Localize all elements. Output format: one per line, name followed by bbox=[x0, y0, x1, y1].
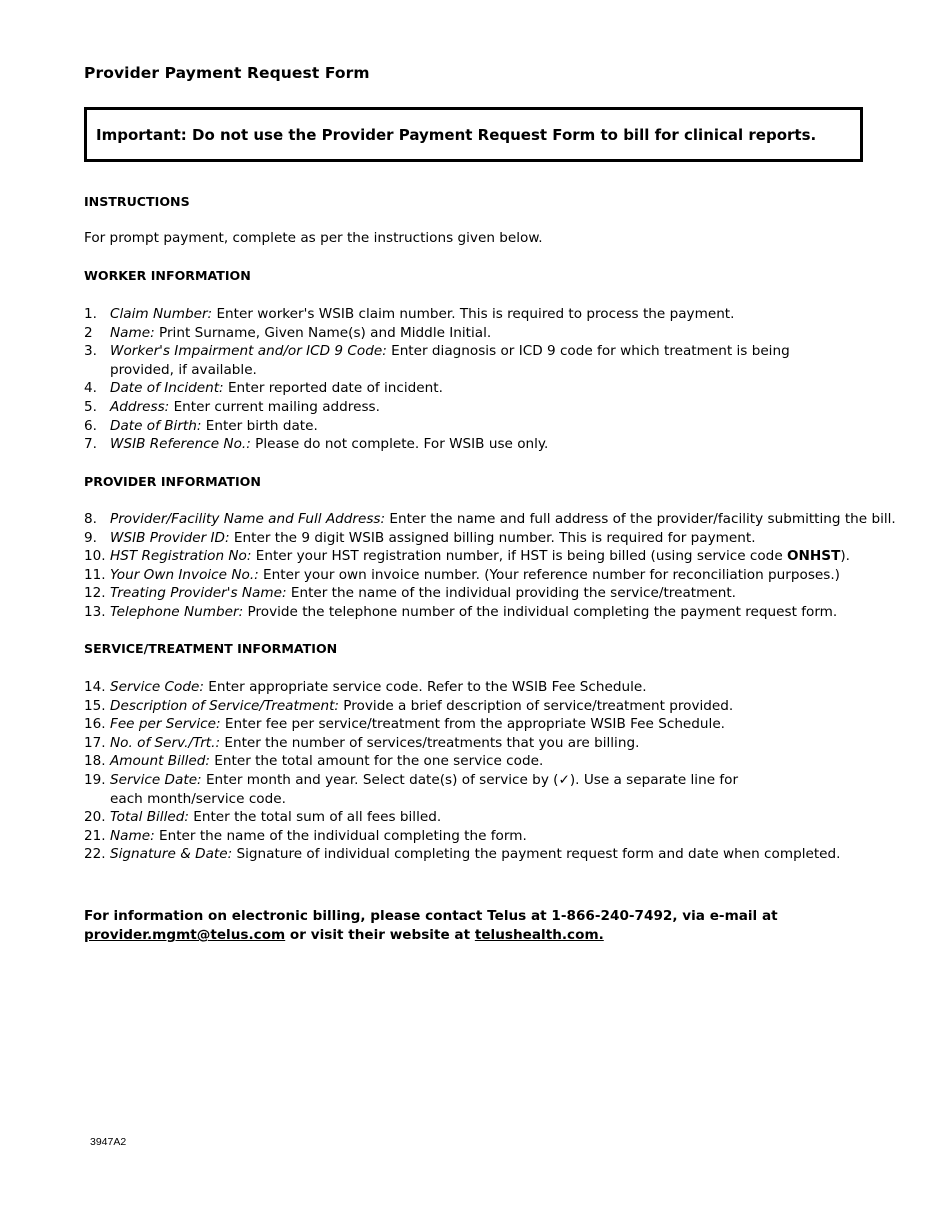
list-item: 15. Description of Service/Treatment: Provide a brief description of service/treatment provided. bbox=[84, 697, 734, 714]
worker-information-heading: WORKER INFORMATION bbox=[84, 268, 251, 283]
service-information-heading: SERVICE/TREATMENT INFORMATION bbox=[84, 641, 338, 656]
list-item: 22. Signature & Date: Signature of individual completing the payment request form and date when completed. bbox=[84, 846, 841, 863]
list-item: 10. HST Registration No: Enter your HST registration number, if HST is being billed (using service code ONHST). bbox=[84, 548, 850, 565]
list-item: 1. Claim Number: Enter worker's WSIB claim number. This is required to process the payment. bbox=[84, 306, 735, 322]
list-item: 18. Amount Billed: Enter the total amount for the one service code. bbox=[84, 753, 544, 770]
list-item: 17. No. of Serv./Trt.: Enter the number of services/treatments that you are billing. bbox=[84, 734, 640, 751]
electronic-billing-contact: For information on electronic billing, please contact Telus at 1-866-240-7492, via e-mail at provider.mgmt@telus.com or visit their website at telushealth.com. bbox=[84, 908, 778, 943]
provider-information-heading: PROVIDER INFORMATION bbox=[84, 474, 261, 489]
list-item: 9. WSIB Provider ID: Enter the 9 digit WSIB assigned billing number. This is required for payment. bbox=[84, 529, 756, 546]
list-item: 20. Total Billed: Enter the total sum of all fees billed. bbox=[84, 809, 442, 826]
list-item: 2 Name: Print Surname, Given Name(s) and Middle Initial. bbox=[84, 324, 492, 341]
form-code: 3947A2 bbox=[90, 1136, 127, 1148]
list-item: 12. Treating Provider's Name: Enter the name of the individual providing the service/treatment. bbox=[84, 585, 736, 602]
list-item: 3. Worker's Impairment and/or ICD 9 Code: Enter diagnosis or ICD 9 code for which treatment is being provided, if available. bbox=[84, 343, 790, 378]
list-item: 13. Telephone Number: Provide the telephone number of the individual completing the payment request form. bbox=[84, 603, 838, 620]
list-item: 6. Date of Birth: Enter birth date. bbox=[84, 417, 318, 434]
service-information-list bbox=[84, 678, 884, 864]
email-link[interactable]: provider.mgmt@telus.com bbox=[84, 927, 286, 943]
website-link[interactable]: telushealth.com. bbox=[474, 927, 604, 943]
page-title: Provider Payment Request Form bbox=[84, 64, 370, 82]
important-notice-text: Important: Do not use the Provider Payment Request Form to bill for clinical reports. bbox=[96, 125, 817, 144]
list-item: 4. Date of Incident: Enter reported date of incident. bbox=[84, 380, 443, 397]
important-notice-box bbox=[84, 107, 863, 162]
list-item: 14. Service Code: Enter appropriate service code. Refer to the WSIB Fee Schedule. bbox=[84, 679, 647, 695]
instructions-heading: INSTRUCTIONS bbox=[84, 194, 190, 209]
list-item: 7. WSIB Reference No.: Please do not complete. For WSIB use only. bbox=[84, 436, 549, 453]
list-item: 5. Address: Enter current mailing address. bbox=[84, 398, 380, 415]
provider-information-list bbox=[84, 510, 896, 622]
list-item: 8. Provider/Facility Name and Full Address: Enter the name and full address of the provider/facility submitting the bill. bbox=[84, 511, 896, 527]
list-item: 16. Fee per Service: Enter fee per service/treatment from the appropriate WSIB Fee Schedule. bbox=[84, 716, 726, 733]
worker-information-list bbox=[84, 305, 884, 454]
list-item: 19. Service Date: Enter month and year. Select date(s) of service by (✓). Use a separate line for each month/service code. bbox=[84, 771, 739, 807]
service-code-onhst: ONHST bbox=[787, 548, 841, 565]
list-item: 21. Name: Enter the name of the individual completing the form. bbox=[84, 827, 527, 844]
list-item: 11. Your Own Invoice No.: Enter your own invoice number. (Your reference number for reconciliation purposes.) bbox=[84, 566, 840, 583]
instructions-intro: For prompt payment, complete as per the instructions given below. bbox=[84, 230, 543, 246]
